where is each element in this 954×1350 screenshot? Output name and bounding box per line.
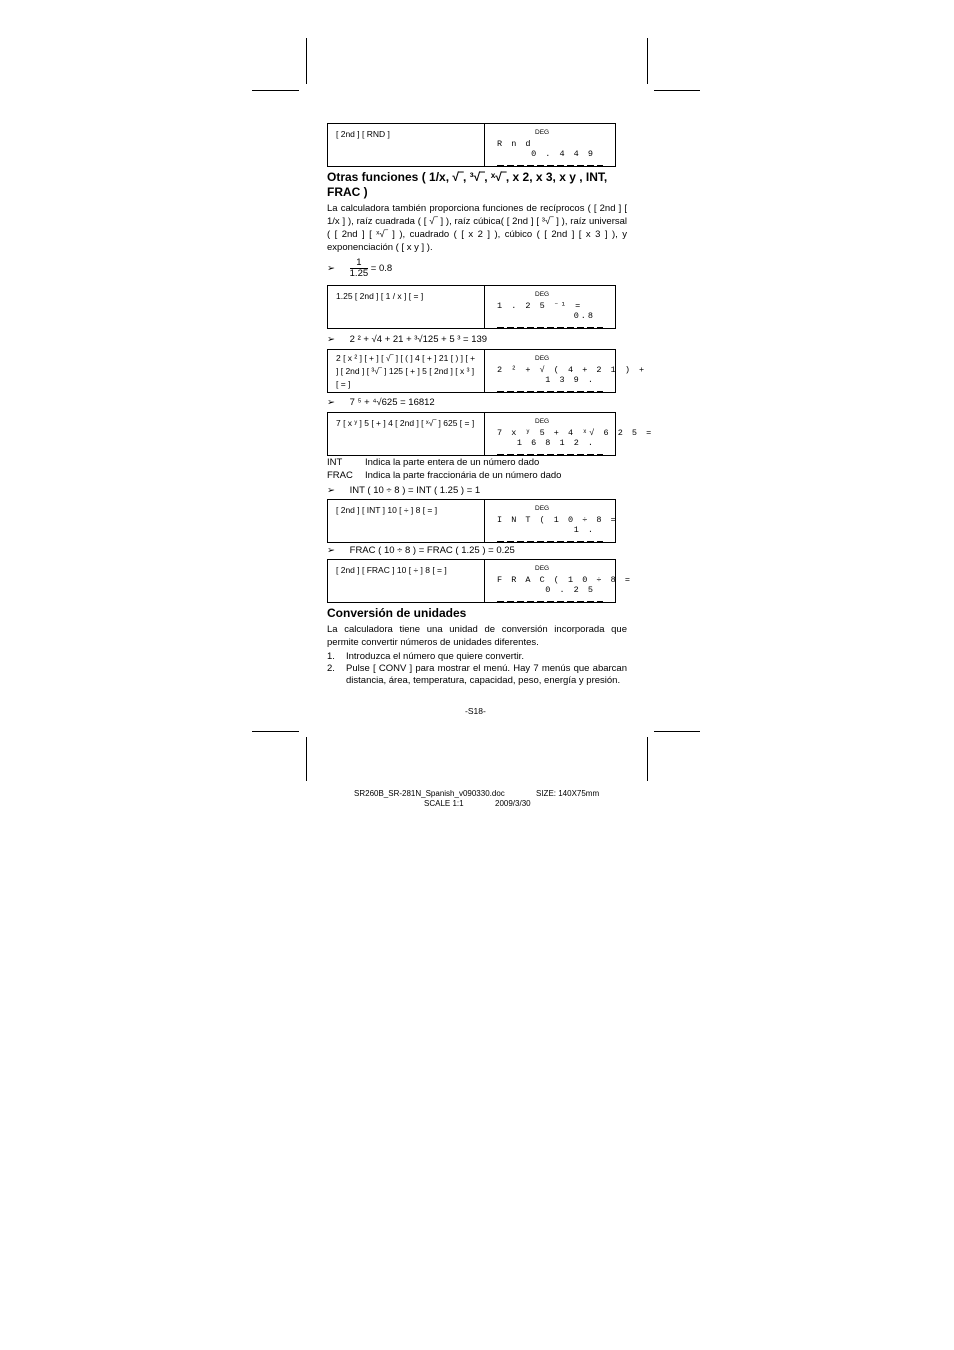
crop-mark xyxy=(252,731,299,732)
display-divider xyxy=(497,391,603,392)
crop-mark xyxy=(306,38,307,84)
arrow-bullet-icon: ➢ xyxy=(327,545,335,556)
arrow-bullet-icon: ➢ xyxy=(327,263,335,275)
display-result: 0.8 xyxy=(573,311,595,321)
display-divider xyxy=(497,165,603,166)
example-rnd xyxy=(327,123,616,167)
arrow-bullet-icon: ➢ xyxy=(327,334,335,345)
definition-int: INT Indica la parte entera de un número dado xyxy=(327,457,540,468)
display-expression: 2 ² + √ ( 4 + 2 1 ) + xyxy=(497,365,647,375)
example-int xyxy=(327,499,616,543)
display-result: 1 . xyxy=(573,525,595,535)
section-title-other-functions: Otras funciones ( 1/x, √‾, ³√‾, ˣ√‾, x 2, x 3, x y , INT, FRAC ) xyxy=(327,170,608,199)
display-divider xyxy=(497,327,603,328)
footer-size: SIZE: 140X75mm xyxy=(536,789,600,798)
calculator-display xyxy=(485,500,618,542)
calculator-display xyxy=(485,286,615,328)
arrow-bullet-icon: ➢ xyxy=(327,485,335,496)
crop-mark xyxy=(252,90,299,91)
example-bullet: ➢ INT ( 10 ÷ 8 ) = INT ( 1.25 ) = 1 xyxy=(327,485,481,496)
display-divider xyxy=(497,541,603,542)
footer-file: SR260B_SR-281N_Spanish_v090330.doc xyxy=(354,789,505,798)
crop-mark xyxy=(647,38,648,84)
example-bullet: ➢ 2 ² + √4 + 21 + ³√125 + 5 ³ = 139 xyxy=(327,334,488,345)
example-frac xyxy=(327,559,632,603)
key-sequence: 2 [ x ² ] [ + ] [ √‾ ] [ ( ] 4 [ + ] 21 [ ) ] [ + ] [ 2nd ] [ ³√‾ ] 125 [ + ] 5 [ 2nd ] [ x ³ ] [ = ] xyxy=(328,350,485,392)
deg-indicator: DEG xyxy=(535,565,550,572)
deg-indicator: DEG xyxy=(535,355,550,362)
example-bullet: ➢ $\frac{1}{1.25}$ = 0.8 xyxy=(327,257,393,279)
example-bullet: ➢ FRAC ( 10 ÷ 8 ) = FRAC ( 1.25 ) = 0.25 xyxy=(327,545,515,556)
example-power xyxy=(327,412,654,456)
display-result: 0 . 4 4 9 xyxy=(531,149,595,159)
crop-mark xyxy=(654,90,700,91)
conversion-intro: La calculadora tiene una unidad de conversión incorporada que permite convertir números de unidades diferentes. xyxy=(327,624,627,648)
deg-indicator: DEG xyxy=(535,291,550,298)
arrow-bullet-icon: ➢ xyxy=(327,397,335,408)
fraction: $\frac{1}{1.25}$ xyxy=(349,257,369,279)
key-sequence: 7 [ x ʸ ] 5 [ + ] 4 [ 2nd ] [ ˣ√‾ ] 625 [ = ] xyxy=(328,413,485,455)
display-divider xyxy=(497,454,603,455)
page-number: -S18- xyxy=(465,706,486,716)
display-result: 0 . 2 5 xyxy=(545,585,595,595)
crop-mark xyxy=(647,737,648,781)
footer-scale: SCALE 1:1 xyxy=(424,799,464,808)
example-sum xyxy=(327,349,647,393)
example-bullet: ➢ 7 ⁵ + ⁴√625 = 16812 xyxy=(327,397,435,408)
key-sequence: [ 2nd ] [ FRAC ] 10 [ ÷ ] 8 [ = ] xyxy=(328,560,485,602)
key-sequence: [ 2nd ] [ RND ] xyxy=(328,124,485,166)
section-intro: La calculadora también proporciona funciones de recíprocos ( [ 2nd ] [ 1/x ] ), raíz cuadrada ( [ √‾ ] ), raíz cúbica( [ 2nd ] [ ³√‾ ] ), raíz universal ( [ 2nd ] [ ˣ√‾ ] ), cuadrado ( [ x 2 ] ), cúbico ( [ 2nd ] [ x 3 ] ), y exponenciación ( [ x y ] ). xyxy=(327,203,627,253)
display-divider xyxy=(497,601,603,602)
crop-mark xyxy=(654,731,700,732)
display-expression: I N T ( 1 0 ÷ 8 = xyxy=(497,515,618,525)
step-item: 2. Pulse [ CONV ] para mostrar el menú. Hay 7 menús que abarcan distancia, área, temperatura, capacidad, peso, energía y presión. xyxy=(327,663,627,686)
section-title-unit-conversion: Conversión de unidades xyxy=(327,606,467,620)
display-expression: R n d xyxy=(497,139,533,149)
definition-frac: FRAC Indica la parte fraccionária de un número dado xyxy=(327,470,562,481)
example-reciprocal xyxy=(327,285,616,329)
footer-date: 2009/3/30 xyxy=(495,799,531,808)
display-result: 1 3 9 . xyxy=(545,375,595,385)
step-item: 1. Introduzca el número que quiere convertir. xyxy=(327,651,524,662)
deg-indicator: DEG xyxy=(535,129,550,136)
key-sequence: 1.25 [ 2nd ] [ 1 / x ] [ = ] xyxy=(328,286,485,328)
display-expression: 1 . 2 5 ⁻¹ = xyxy=(497,301,583,311)
key-sequence: [ 2nd ] [ INT ] 10 [ ÷ ] 8 [ = ] xyxy=(328,500,485,542)
crop-mark xyxy=(306,737,307,781)
calculator-display xyxy=(485,350,647,392)
calculator-display xyxy=(485,560,632,602)
calculator-display xyxy=(485,413,654,455)
display-expression: F R A C ( 1 0 ÷ 8 = xyxy=(497,575,632,585)
display-result: 1 6 8 1 2 . xyxy=(516,438,595,448)
deg-indicator: DEG xyxy=(535,418,550,425)
display-expression: 7 x ʸ 5 + 4 ˣ√ 6 2 5 = xyxy=(497,428,654,438)
calculator-display xyxy=(485,124,615,166)
deg-indicator: DEG xyxy=(535,505,550,512)
